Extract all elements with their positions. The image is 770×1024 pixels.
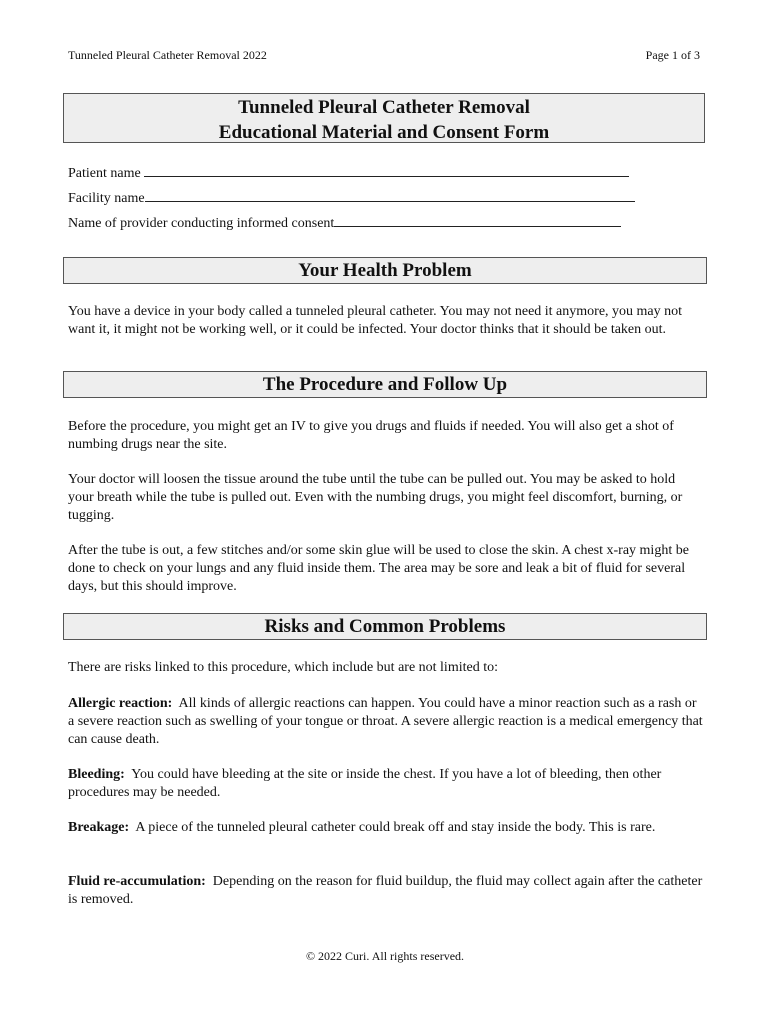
patient-name-blank[interactable]: [144, 164, 629, 177]
risk-breakage: [68, 819, 704, 837]
procedure-paragraph-1: Before the procedure, you might get an IV to give you drugs and fluids if needed. You will also get a shot of numbing drugs near the site.: [68, 419, 674, 452]
risk-fluid-label: Fluid re-accumulation:: [68, 874, 206, 889]
risk-breakage-label: Breakage:: [68, 820, 130, 835]
section-heading-risks: Risks and Common Problems: [63, 613, 707, 640]
risk-breakage-text: A piece of the tunneled pleural catheter could break off and stay inside the body. This is rare.: [135, 820, 656, 835]
risk-fluid-reaccumulation: [68, 873, 704, 909]
risk-bleeding-label: Bleeding:: [68, 767, 125, 782]
facility-name-blank[interactable]: [145, 189, 635, 202]
provider-name-label: Name of provider conducting informed consent: [68, 216, 335, 231]
copyright-footer: © 2022 Curi. All rights reserved.: [305, 949, 465, 963]
document-title: [63, 93, 705, 143]
risk-allergic-label: Allergic reaction:: [68, 696, 173, 711]
risk-allergic-text: All kinds of allergic reactions can happen. You could have a minor reaction such as a rash or a severe reaction such as swelling of your tongue or throat. A severe allergic reaction is a medical emergency that can cause death.: [68, 696, 703, 747]
risk-bleeding: [68, 766, 704, 802]
facility-name-label: Facility name: [68, 191, 145, 206]
procedure-paragraph-2: Your doctor will loosen the tissue around the tube until the tube can be pulled out. You may be asked to hold your breath while the tube is pulled out. Even with the numbing drugs, you might feel discomfort, burning, or tugging.: [68, 472, 683, 523]
page-number: Page 1 of 3: [645, 48, 700, 62]
provider-name-blank[interactable]: [334, 214, 621, 227]
patient-name-field: [68, 164, 629, 182]
title-line-2: Educational Material and Consent Form: [218, 122, 550, 143]
title-line-1: Tunneled Pleural Catheter Removal: [238, 97, 530, 118]
facility-name-field: [68, 189, 635, 207]
risk-allergic-reaction: [68, 695, 704, 749]
risks-intro: There are risks linked to this procedure, which include but are not limited to:: [68, 660, 498, 675]
health-problem-text: You have a device in your body called a tunneled pleural catheter. You may not need it anymore, you may not want it, it might not be working well, or it could be infected. Your doctor thinks that it should be taken out.: [68, 304, 683, 337]
provider-name-field: [68, 214, 621, 232]
section-heading-health-problem: Your Health Problem: [63, 257, 707, 284]
section-heading-procedure: The Procedure and Follow Up: [63, 371, 707, 398]
patient-name-label: Patient name: [68, 166, 141, 181]
risk-fluid-text: Depending on the reason for fluid buildup, the fluid may collect again after the catheter is removed.: [68, 874, 703, 907]
risk-bleeding-text: You could have bleeding at the site or inside the chest. If you have a lot of bleeding, then other procedures may be needed.: [68, 767, 662, 800]
running-header-title: Tunneled Pleural Catheter Removal 2022: [68, 48, 267, 62]
procedure-paragraph-3: After the tube is out, a few stitches and/or some skin glue will be used to close the skin. A chest x-ray might be done to check on your lungs and any fluid inside them. The area may be sore and leak a bit of fluid for several days, but this should improve.: [68, 543, 689, 594]
